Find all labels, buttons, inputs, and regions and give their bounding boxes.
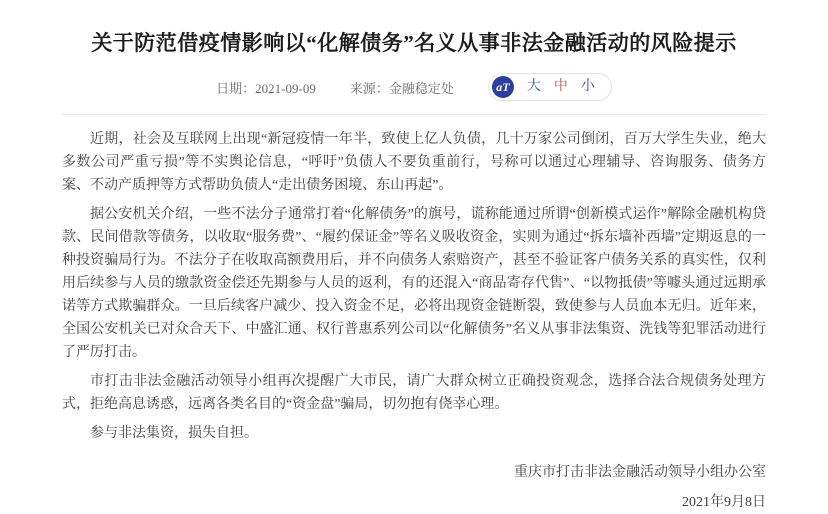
source-value: 金融稳定处 [388,80,454,96]
source [350,78,454,97]
signature-org: 重庆市打击非法金融活动领导小组办公室 [514,465,766,481]
body-paragraph: 近期，社会及互联网上出现“新冠疫情一年半，致使上亿人负债，几十万家公司倒闭，百万大学生失业，绝大多数公司严重亏损”等不实舆论信息，“呼吁”负债人不要负重前行，号称可以通过心理辅导、咨询服务、债务方案、不动产质押等方式帮助负债人“走出债务困境、东山再起”。 [62,132,766,194]
body-paragraph: 市打击非法金融活动领导小组再次提醒广大市民，请广大群众树立正确投资观念，选择合法合规债务处理方式，拒绝高息诱惑，远离各类名目的“资金盘”骗局，切勿抱有侥幸心理。 [62,374,766,413]
page-title: 关于防范借疫情影响以“化解债务”名义从事非法金融活动的风险提示 [91,31,737,56]
font-size-medium-button[interactable]: 中 [553,79,568,95]
article-page [0,14,828,511]
body-paragraph: 参与非法集资，损失自担。 [90,426,258,442]
article-body [62,128,766,445]
publish-date [216,78,316,97]
font-size-widget[interactable] [488,73,612,101]
signature-block [62,461,766,514]
font-size-small-button[interactable]: 小 [580,79,595,95]
font-size-large-button[interactable]: 大 [526,79,541,95]
font-size-icon: aT [492,76,514,98]
signature-date: 2021年9月8日 [682,495,766,511]
body-paragraph: 据公安机关介绍，一些不法分子通常打着“化解债务”的旗号，谎称能通过所谓“创新模式运作”解除金融机构贷款、民间借款等债务，以收取“服务费”、“履约保证金”等名义吸收资金，实则为通过“拆东墙补西墙”定期返息的一种投资骗局行为。不法分子在收取高额费用后，并不向债务人索赔资产，甚至不验证客户债务关系的真实性，仅利用后续参与人员的缴款资金偿还先期参与人员的返利，有的还混入“商品寄存代售”、“以物抵债”等噱头通过远期承诺等方式欺骗群众。一旦后续客户减少、投入资金不足，必将出现资金链断裂，致使参与人员血本无归。近年来，全国公安机关已对众合天下、中盛汇通、权行普惠系列公司以“化解债务”名义从事非法集资、洗钱等犯罪活动进行了严厉打击。 [62,207,766,361]
source-label: 来源： [349,80,389,96]
meta-row [62,73,766,101]
header-divider [62,114,766,115]
date-label: 日期： [216,80,256,96]
date-value: 2021-09-09 [255,80,316,96]
